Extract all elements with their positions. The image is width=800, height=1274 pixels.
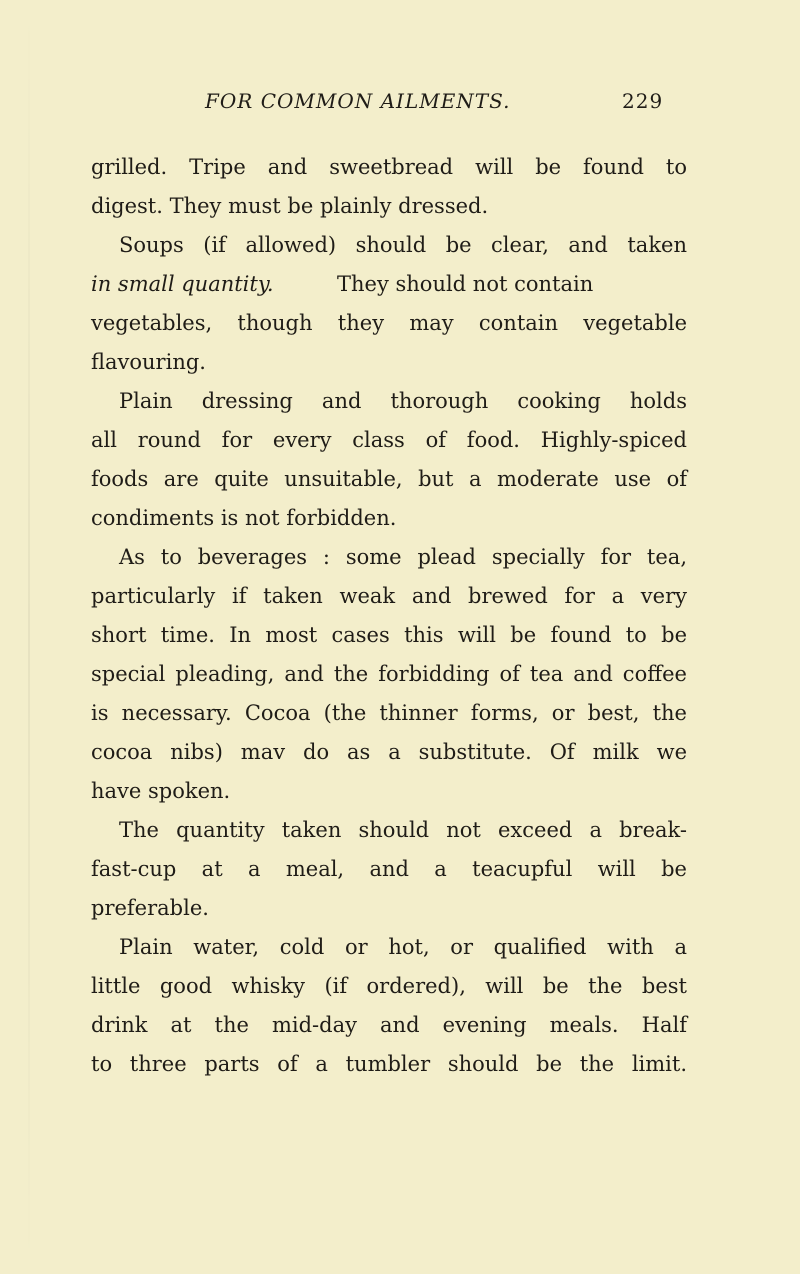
- page-number: 229: [622, 89, 664, 113]
- text-line-2: digest. They must be plainly dressed.: [91, 194, 489, 218]
- text-line-15: is necessary. Cocoa (the thinner forms, or best, the: [91, 701, 687, 725]
- text-line-12: particularly if taken weak and brewed for a very: [91, 584, 687, 608]
- text-line-1: grilled. Tripe and sweetbread will be found to: [91, 155, 687, 179]
- text-line-3: Soups (if allowed) should be clear, and taken: [119, 233, 687, 257]
- page-gutter: [28, 0, 30, 1274]
- text-line-14: special pleading, and the forbidding of tea and coffee: [91, 662, 687, 686]
- text-line-13: short time. In most cases this will be found to be: [91, 623, 687, 647]
- text-line-4-container: [91, 267, 687, 301]
- running-title: FOR COMMON AILMENTS.: [205, 89, 511, 113]
- text-line-6: flavouring.: [91, 350, 206, 374]
- text-line-22: little good whisky (if ordered), will be the best: [91, 974, 687, 998]
- text-line-18: The quantity taken should not exceed a break-: [119, 818, 687, 842]
- text-line-11: As to beverages : some plead specially for tea,: [119, 545, 687, 569]
- text-line-16: cocoa nibs) mav do as a substitute. Of milk we: [91, 740, 687, 764]
- text-line-20: preferable.: [91, 896, 209, 920]
- text-line-5: vegetables, though they may contain vegetable: [91, 311, 687, 335]
- text-line-19: fast-cup at a meal, and a teacupful will be: [91, 857, 687, 881]
- text-line-9: foods are quite unsuitable, but a moderate use of: [91, 467, 687, 491]
- text-line-4-italic: in small quantity.: [91, 272, 274, 296]
- text-line-4-roman: They should not contain: [337, 272, 594, 296]
- text-line-23: drink at the mid-day and evening meals. Half: [91, 1013, 687, 1037]
- text-line-21: Plain water, cold or hot, or qualified with a: [119, 935, 687, 959]
- text-line-7: Plain dressing and thorough cooking holds: [119, 389, 687, 413]
- text-line-10: condiments is not forbidden.: [91, 506, 397, 530]
- text-line-8: all round for every class of food. Highly-spiced: [91, 428, 687, 452]
- text-line-24: to three parts of a tumbler should be the limit.: [91, 1052, 687, 1076]
- text-line-17: have spoken.: [91, 779, 231, 803]
